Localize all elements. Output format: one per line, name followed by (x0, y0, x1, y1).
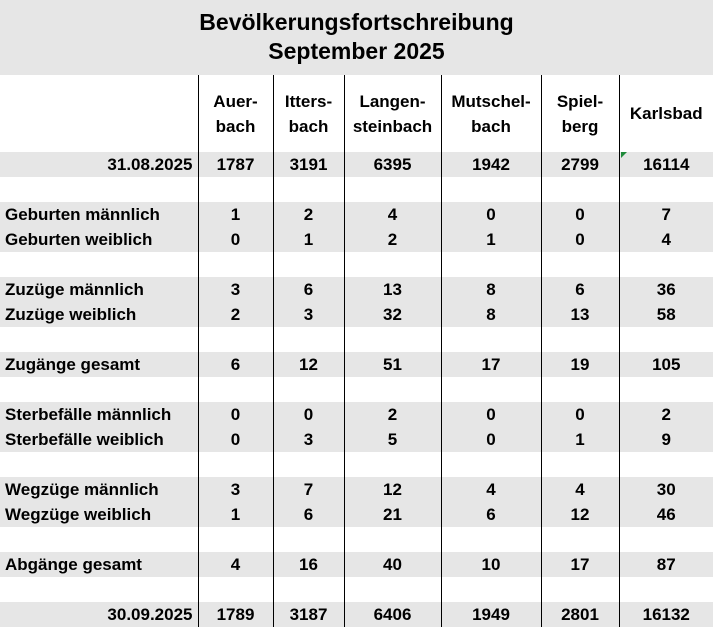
empty-cell (344, 327, 441, 352)
cell-value: 3 (273, 427, 344, 452)
cell-value: 6395 (344, 152, 441, 177)
empty-cell (0, 177, 198, 202)
empty-cell (198, 377, 273, 402)
table-row (0, 277, 713, 302)
cell-value: 10 (441, 552, 541, 577)
cell-value: 1 (198, 502, 273, 527)
empty-cell (441, 252, 541, 277)
cell-value: 4 (619, 227, 713, 252)
cell-value: 0 (541, 227, 619, 252)
cell-value: 1942 (441, 152, 541, 177)
spacer-row (0, 577, 713, 602)
empty-cell (0, 327, 198, 352)
cell-value: 1949 (441, 602, 541, 627)
empty-cell (619, 452, 713, 477)
row-label: Zuzüge weiblich (0, 302, 198, 327)
cell-value: 46 (619, 502, 713, 527)
cell-value: 9 (619, 427, 713, 452)
cell-value: 3 (273, 302, 344, 327)
cell-value: 17 (441, 352, 541, 377)
cell-value: 2 (619, 402, 713, 427)
empty-cell (344, 577, 441, 602)
table-row (0, 502, 713, 527)
cell-value: 12 (273, 352, 344, 377)
empty-cell (273, 577, 344, 602)
row-label: Zuzüge männlich (0, 277, 198, 302)
spacer-row (0, 327, 713, 352)
page-title (0, 0, 713, 75)
cell-value: 32 (344, 302, 441, 327)
spacer-row (0, 452, 713, 477)
cell-value: 0 (441, 427, 541, 452)
empty-cell (198, 452, 273, 477)
empty-cell (619, 577, 713, 602)
cell-value: 6406 (344, 602, 441, 627)
column-header: Itters- bach (273, 75, 344, 152)
column-header: Langen- steinbach (344, 75, 441, 152)
cell-value: 6 (441, 502, 541, 527)
empty-cell (541, 452, 619, 477)
empty-cell (441, 327, 541, 352)
empty-cell (344, 377, 441, 402)
empty-cell (619, 252, 713, 277)
cell-value: 7 (619, 202, 713, 227)
cell-value: 0 (273, 402, 344, 427)
cell-value: 105 (619, 352, 713, 377)
cell-value: 1 (198, 202, 273, 227)
cell-value: 4 (344, 202, 441, 227)
column-header: Mutschel- bach (441, 75, 541, 152)
cell-value: 3 (198, 277, 273, 302)
cell-value: 6 (273, 277, 344, 302)
empty-cell (619, 377, 713, 402)
row-label: Zugänge gesamt (0, 352, 198, 377)
table-row (0, 402, 713, 427)
cell-value: 16 (273, 552, 344, 577)
empty-cell (344, 527, 441, 552)
empty-cell (0, 577, 198, 602)
empty-cell (0, 452, 198, 477)
table-row (0, 352, 713, 377)
cell-value: 4 (441, 477, 541, 502)
spacer-row (0, 252, 713, 277)
cell-value: 7 (273, 477, 344, 502)
cell-value: 2 (273, 202, 344, 227)
spacer-row (0, 527, 713, 552)
empty-cell (198, 177, 273, 202)
empty-cell (441, 377, 541, 402)
cell-value: 1787 (198, 152, 273, 177)
cell-value: 0 (198, 427, 273, 452)
cell-value: 16132 (619, 602, 713, 627)
empty-cell (273, 452, 344, 477)
cell-value: 1789 (198, 602, 273, 627)
comment-indicator-icon[interactable] (621, 152, 627, 158)
column-header: Karlsbad (619, 75, 713, 152)
row-label: 30.09.2025 (0, 602, 198, 627)
cell-value: 13 (344, 277, 441, 302)
cell-value: 6 (198, 352, 273, 377)
cell-value: 8 (441, 277, 541, 302)
table-row (0, 152, 713, 177)
spacer-row (0, 177, 713, 202)
cell-value: 12 (344, 477, 441, 502)
cell-value: 0 (541, 202, 619, 227)
cell-value: 8 (441, 302, 541, 327)
cell-value: 5 (344, 427, 441, 452)
empty-cell (441, 452, 541, 477)
cell-value: 0 (441, 202, 541, 227)
row-label: Wegzüge weiblich (0, 502, 198, 527)
empty-cell (541, 377, 619, 402)
empty-cell (541, 177, 619, 202)
cell-value: 87 (619, 552, 713, 577)
table-row (0, 202, 713, 227)
empty-cell (273, 377, 344, 402)
table-row (0, 227, 713, 252)
cell-value: 2799 (541, 152, 619, 177)
cell-value: 4 (198, 552, 273, 577)
cell-value: 2 (344, 402, 441, 427)
empty-cell (541, 577, 619, 602)
table-row (0, 302, 713, 327)
cell-value: 19 (541, 352, 619, 377)
row-label: Sterbefälle weiblich (0, 427, 198, 452)
cell-value: 6 (541, 277, 619, 302)
cell-value: 0 (541, 402, 619, 427)
cell-value: 3187 (273, 602, 344, 627)
cell-value: 0 (441, 402, 541, 427)
empty-cell (0, 527, 198, 552)
row-label: Abgänge gesamt (0, 552, 198, 577)
empty-cell (441, 527, 541, 552)
row-label: Geburten weiblich (0, 227, 198, 252)
table-row (0, 477, 713, 502)
empty-cell (344, 452, 441, 477)
cell-value: 58 (619, 302, 713, 327)
empty-cell (344, 177, 441, 202)
cell-value: 4 (541, 477, 619, 502)
column-header: Spiel- berg (541, 75, 619, 152)
cell-value: 3 (198, 477, 273, 502)
row-label: 31.08.2025 (0, 152, 198, 177)
row-label: Wegzüge männlich (0, 477, 198, 502)
cell-value: 51 (344, 352, 441, 377)
cell-value: 2 (344, 227, 441, 252)
empty-cell (273, 252, 344, 277)
empty-cell (619, 177, 713, 202)
cell-value: 0 (198, 227, 273, 252)
cell-value: 6 (273, 502, 344, 527)
empty-cell (441, 177, 541, 202)
empty-cell (273, 177, 344, 202)
empty-cell (344, 252, 441, 277)
empty-cell (273, 327, 344, 352)
table-row (0, 552, 713, 577)
cell-value: 2801 (541, 602, 619, 627)
cell-value: 17 (541, 552, 619, 577)
empty-cell (0, 75, 198, 152)
cell-value: 36 (619, 277, 713, 302)
cell-value: 12 (541, 502, 619, 527)
empty-cell (0, 377, 198, 402)
cell-value: 40 (344, 552, 441, 577)
cell-value: 2 (198, 302, 273, 327)
empty-cell (273, 527, 344, 552)
header-row (0, 75, 713, 152)
empty-cell (198, 252, 273, 277)
empty-cell (198, 327, 273, 352)
title-line-1: Bevölkerungsfortschreibung (199, 9, 514, 35)
cell-value: 21 (344, 502, 441, 527)
empty-cell (541, 527, 619, 552)
cell-value: 30 (619, 477, 713, 502)
table-row (0, 427, 713, 452)
spacer-row (0, 377, 713, 402)
cell-value: 16114 (619, 152, 713, 177)
empty-cell (198, 527, 273, 552)
cell-value: 1 (273, 227, 344, 252)
cell-value: 1 (541, 427, 619, 452)
empty-cell (198, 577, 273, 602)
population-table (0, 75, 713, 627)
empty-cell (619, 327, 713, 352)
cell-value: 3191 (273, 152, 344, 177)
empty-cell (541, 252, 619, 277)
cell-value: 0 (198, 402, 273, 427)
title-line-2: September 2025 (268, 38, 445, 64)
row-label: Geburten männlich (0, 202, 198, 227)
row-label: Sterbefälle männlich (0, 402, 198, 427)
empty-cell (541, 327, 619, 352)
empty-cell (619, 527, 713, 552)
empty-cell (441, 577, 541, 602)
table-row (0, 602, 713, 627)
column-header: Auer- bach (198, 75, 273, 152)
empty-cell (0, 252, 198, 277)
cell-value: 13 (541, 302, 619, 327)
cell-value: 1 (441, 227, 541, 252)
